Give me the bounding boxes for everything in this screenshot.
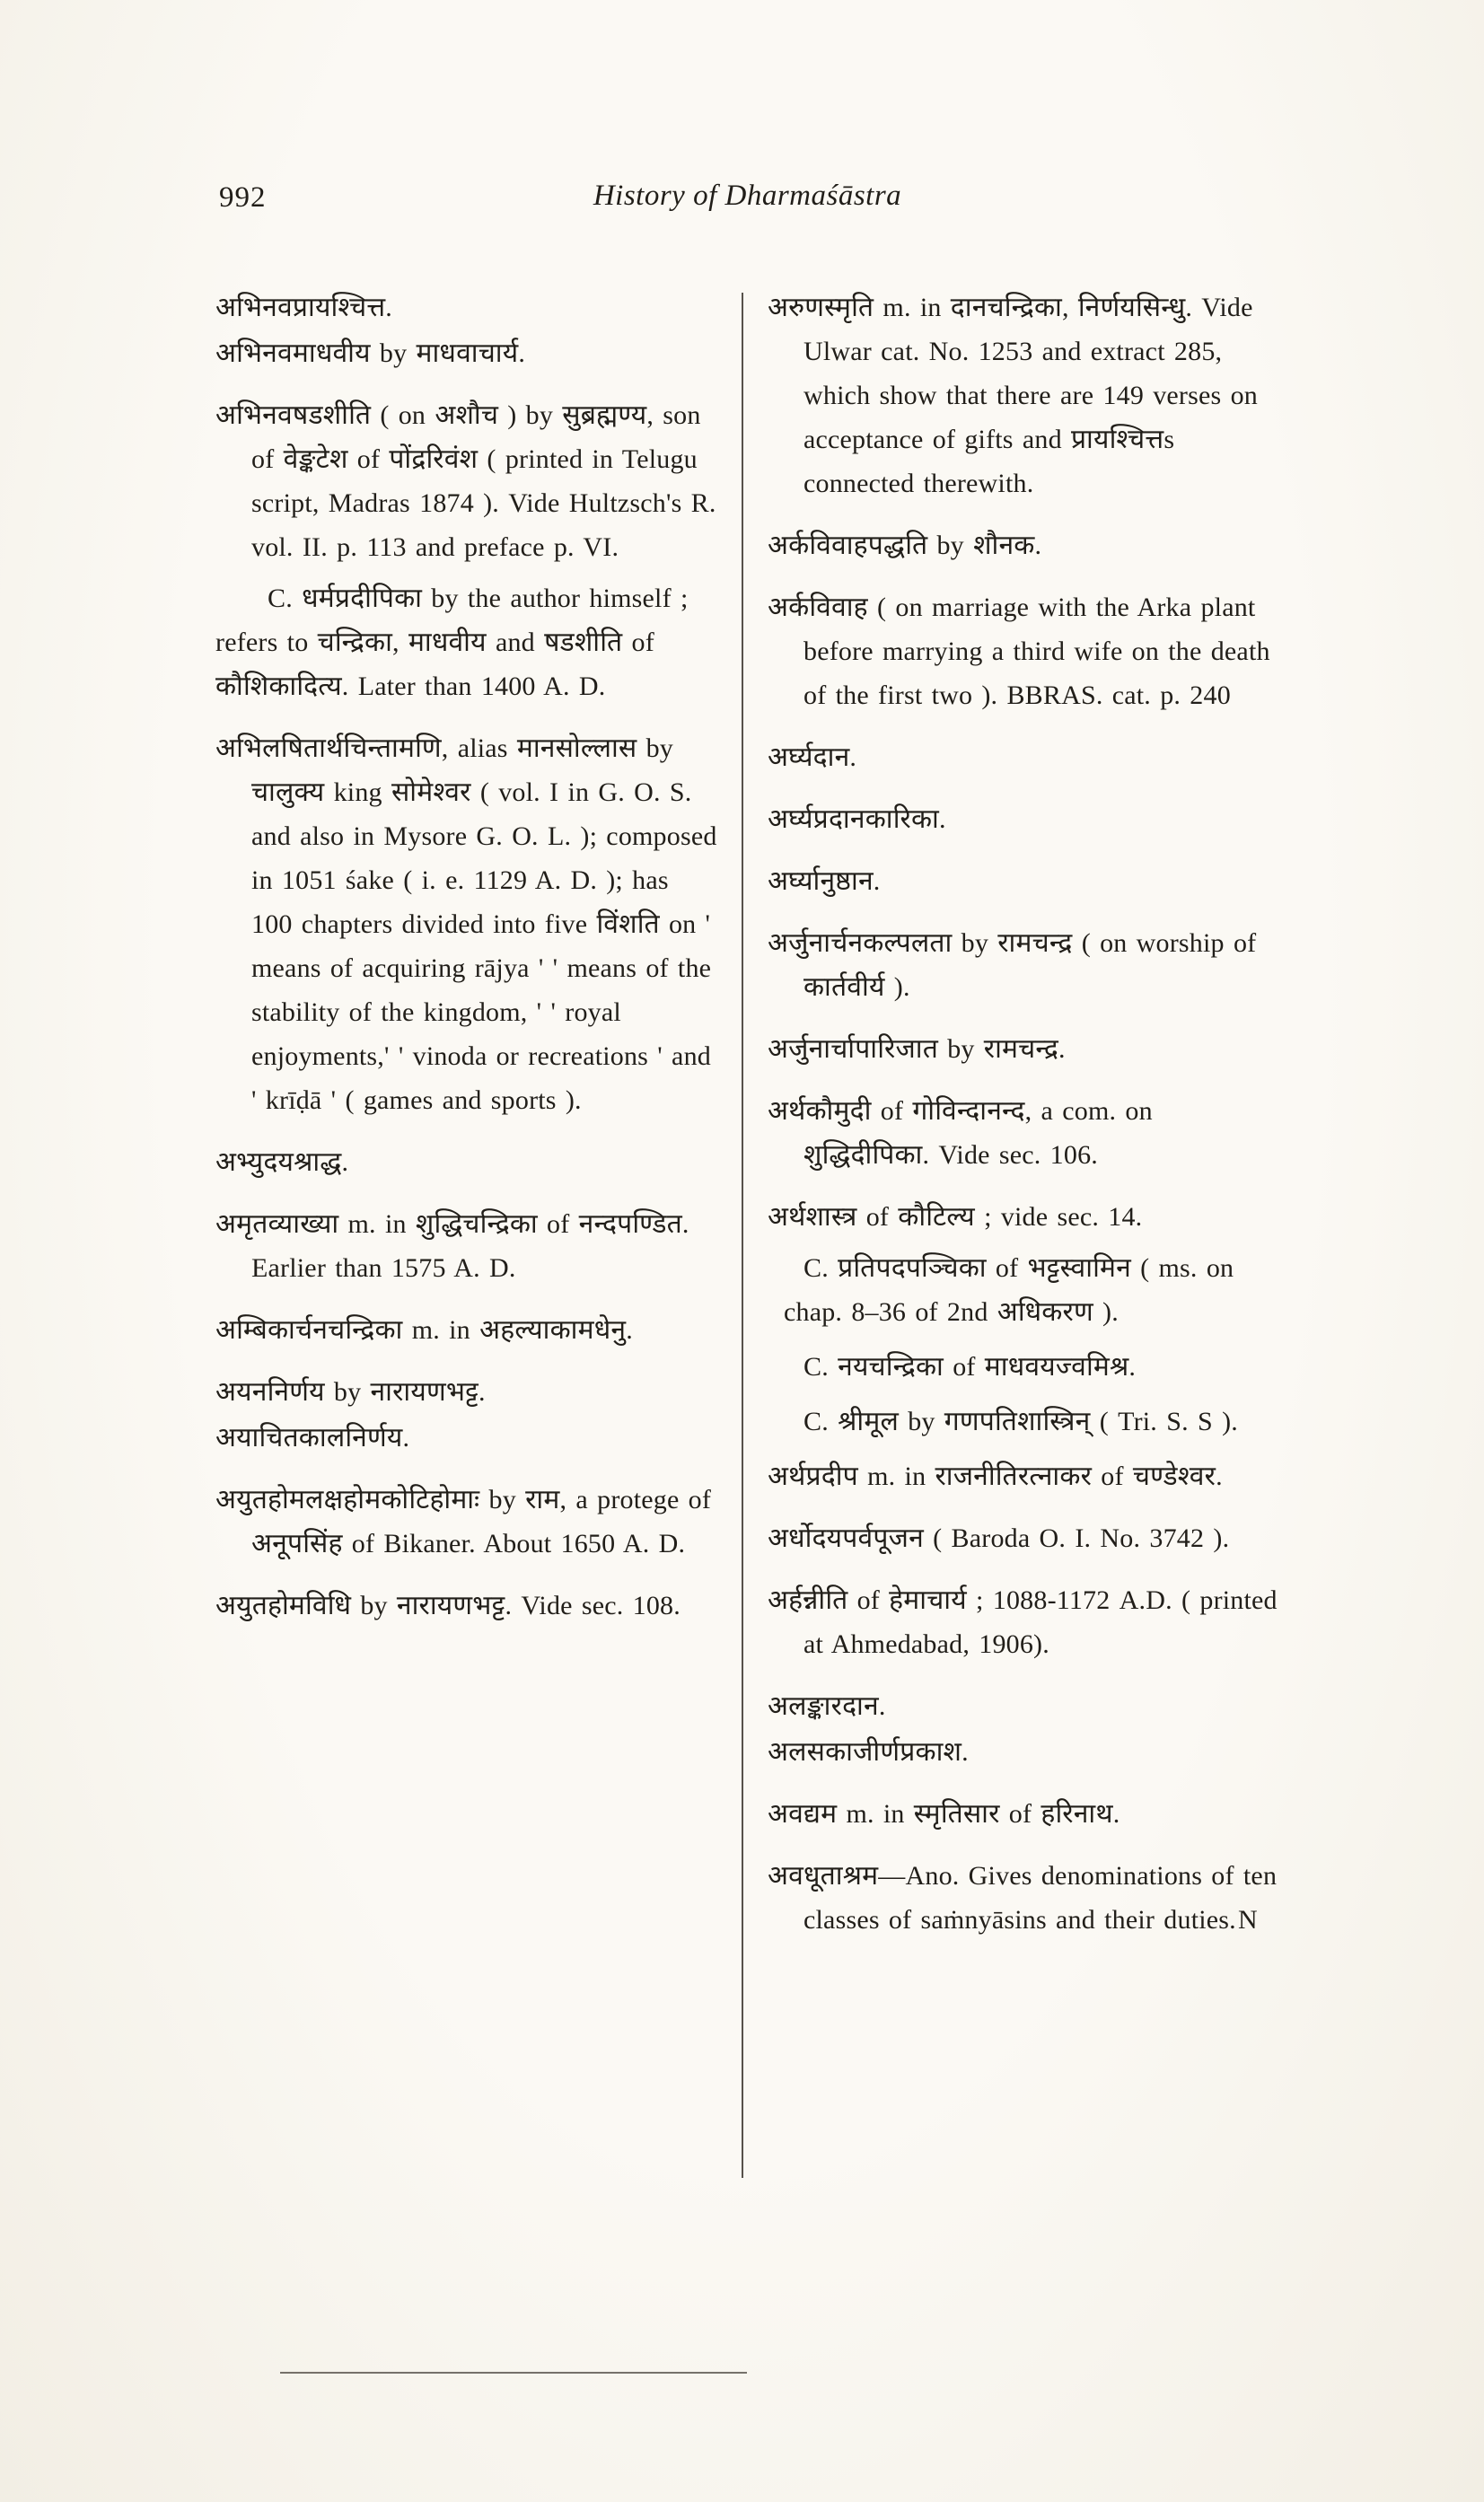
bib-entry [768,1854,1279,1942]
bib-entry: अर्थप्रदीप m. in राजनीतिरत्नाकर of चण्डेश्वर. [768,1462,1223,1491]
bib-entry: अर्घ्यप्रदानकारिका. [768,804,946,834]
bib-entry-commentary: C. धर्मप्रदीपिका by the author himself ; refers to चन्द्रिका, माधवीय and षडशीति of कौशिकादित्य. Later than 1400 A. D. [215,584,689,701]
bib-entry: अभिलषितार्थचिन्तामणि, alias मानसोल्लास by चालुक्य king सोमेश्वर ( vol. I in G. O. S. and also in Mysore G. O. L. ); composed in 1051 śake ( i. e. 1129 A. D. ); has 100 chapters divided into five विंशति on ' means of acquiring rājya ' ' means of the stability of the kingdom, ' ' royal enjoyments,' ' vinoda or recreations ' and ' krīḍā ' ( games and sports ). [215,733,717,1115]
two-column-text-block [215,285,1279,2178]
bib-entry: अर्थशास्त्र of कौटिल्य ; vide sec. 14. [768,1202,1143,1232]
scan-artifact-line [280,2372,747,2374]
bib-entry: अर्जुनार्चापारिजात by रामचन्द्र. [768,1034,1066,1064]
signature-mark: N [1238,1905,1258,1935]
bib-entry: अयुतहोमलक्षहोमकोटिहोमाः by राम, a protege of अनूपसिंह of Bikaner. About 1650 A. D. [215,1485,712,1558]
bib-entry: अर्कविवाह ( on marriage with the Arka plant before marrying a third wife on the death of the first two ). BBRAS. cat. p. 240 [768,593,1270,710]
bib-entry: अर्थकौमुदी of गोविन्दानन्द, a com. on शुद्धिदीपिका. Vide sec. 106. [768,1096,1153,1170]
bib-entry: अर्जुनार्चनकल्पलता by रामचन्द्र ( on worship of कार्तवीर्य ). [768,928,1257,1002]
bib-entry: अवद्यम m. in स्मृतिसार of हरिनाथ. [768,1799,1120,1829]
bib-entry: अम्बिकार्चनचन्द्रिका m. in अहल्याकामधेनु. [215,1315,633,1345]
bib-entry-commentary: C. श्रीमूल by गणपतिशास्त्रिन् ( Tri. S. S ). [803,1407,1238,1436]
right-column [768,285,1279,1942]
bib-entry: अयुतहोमविधि by नारायणभट्ट. Vide sec. 108. [215,1591,681,1620]
bib-entry: अर्धोदयपर्वपूजन ( Baroda O. I. No. 3742 ). [768,1523,1230,1553]
bib-entry: अरुणस्मृति m. in दानचन्द्रिका, निर्णयसिन्धु. Vide Ulwar cat. No. 1253 and extract 285, which show that there are 149 verses on acceptance of gifts and प्रायश्चित्तs connected therewith. [768,293,1258,498]
bib-entry: अलसकाजीर्णप्रकाश. [768,1737,969,1767]
bib-entry-commentary: C. प्रतिपदपञ्चिका of भट्टस्वामिन ( ms. on chap. 8–36 of 2nd अधिकरण ). [784,1253,1234,1327]
bib-entry: अलङ्कारदान. [768,1691,886,1721]
bib-entry: अर्घ्यानुष्ठान. [768,866,881,896]
page-header [215,178,1279,224]
bib-entry: अमृतव्याख्या m. in शुद्धिचन्द्रिका of नन्दपण्डित. Earlier than 1575 A. D. [215,1209,689,1283]
bib-entry: अर्हन्नीति of हेमाचार्य ; 1088-1172 A.D. ( printed at Ahmedabad, 1906). [768,1585,1278,1659]
bib-entry: अयननिर्णय by नारायणभट्ट. [215,1377,486,1407]
column-divider-rule [742,293,743,2178]
bib-entry-commentary: C. नयचन्द्रिका of माधवयज्वमिश्र. [803,1352,1137,1382]
page-number: 992 [219,181,267,214]
page-title: History of Dharmaśāstra [593,180,902,212]
bib-entry: अभ्युदयश्राद्ध. [215,1147,349,1177]
bib-entry: अभिनवमाधवीय by माधवाचार्य. [215,338,526,368]
bib-entry-text: अवधूताश्रम—Ano. Gives denominations of ten classes of saṁnyāsins and their duties. [768,1861,1278,1935]
bib-entry: अर्घ्यदान. [768,742,857,772]
bib-entry: अभिनवषडशीति ( on अशौच ) by सुब्रह्मण्य, son of वेङ्कटेश of पोंद्ररिवंश ( printed in Telugu script, Madras 1874 ). Vide Hultzsch's R. vol. II. p. 113 and preface p. VI. [215,400,716,562]
bib-entry: अयाचितकालनिर्णय. [215,1423,410,1453]
bib-entry: अर्कविवाहपद्धति by शौनक. [768,531,1042,560]
left-column [215,285,718,1628]
bib-entry: अभिनवप्रायश्चित्त. [215,293,392,322]
